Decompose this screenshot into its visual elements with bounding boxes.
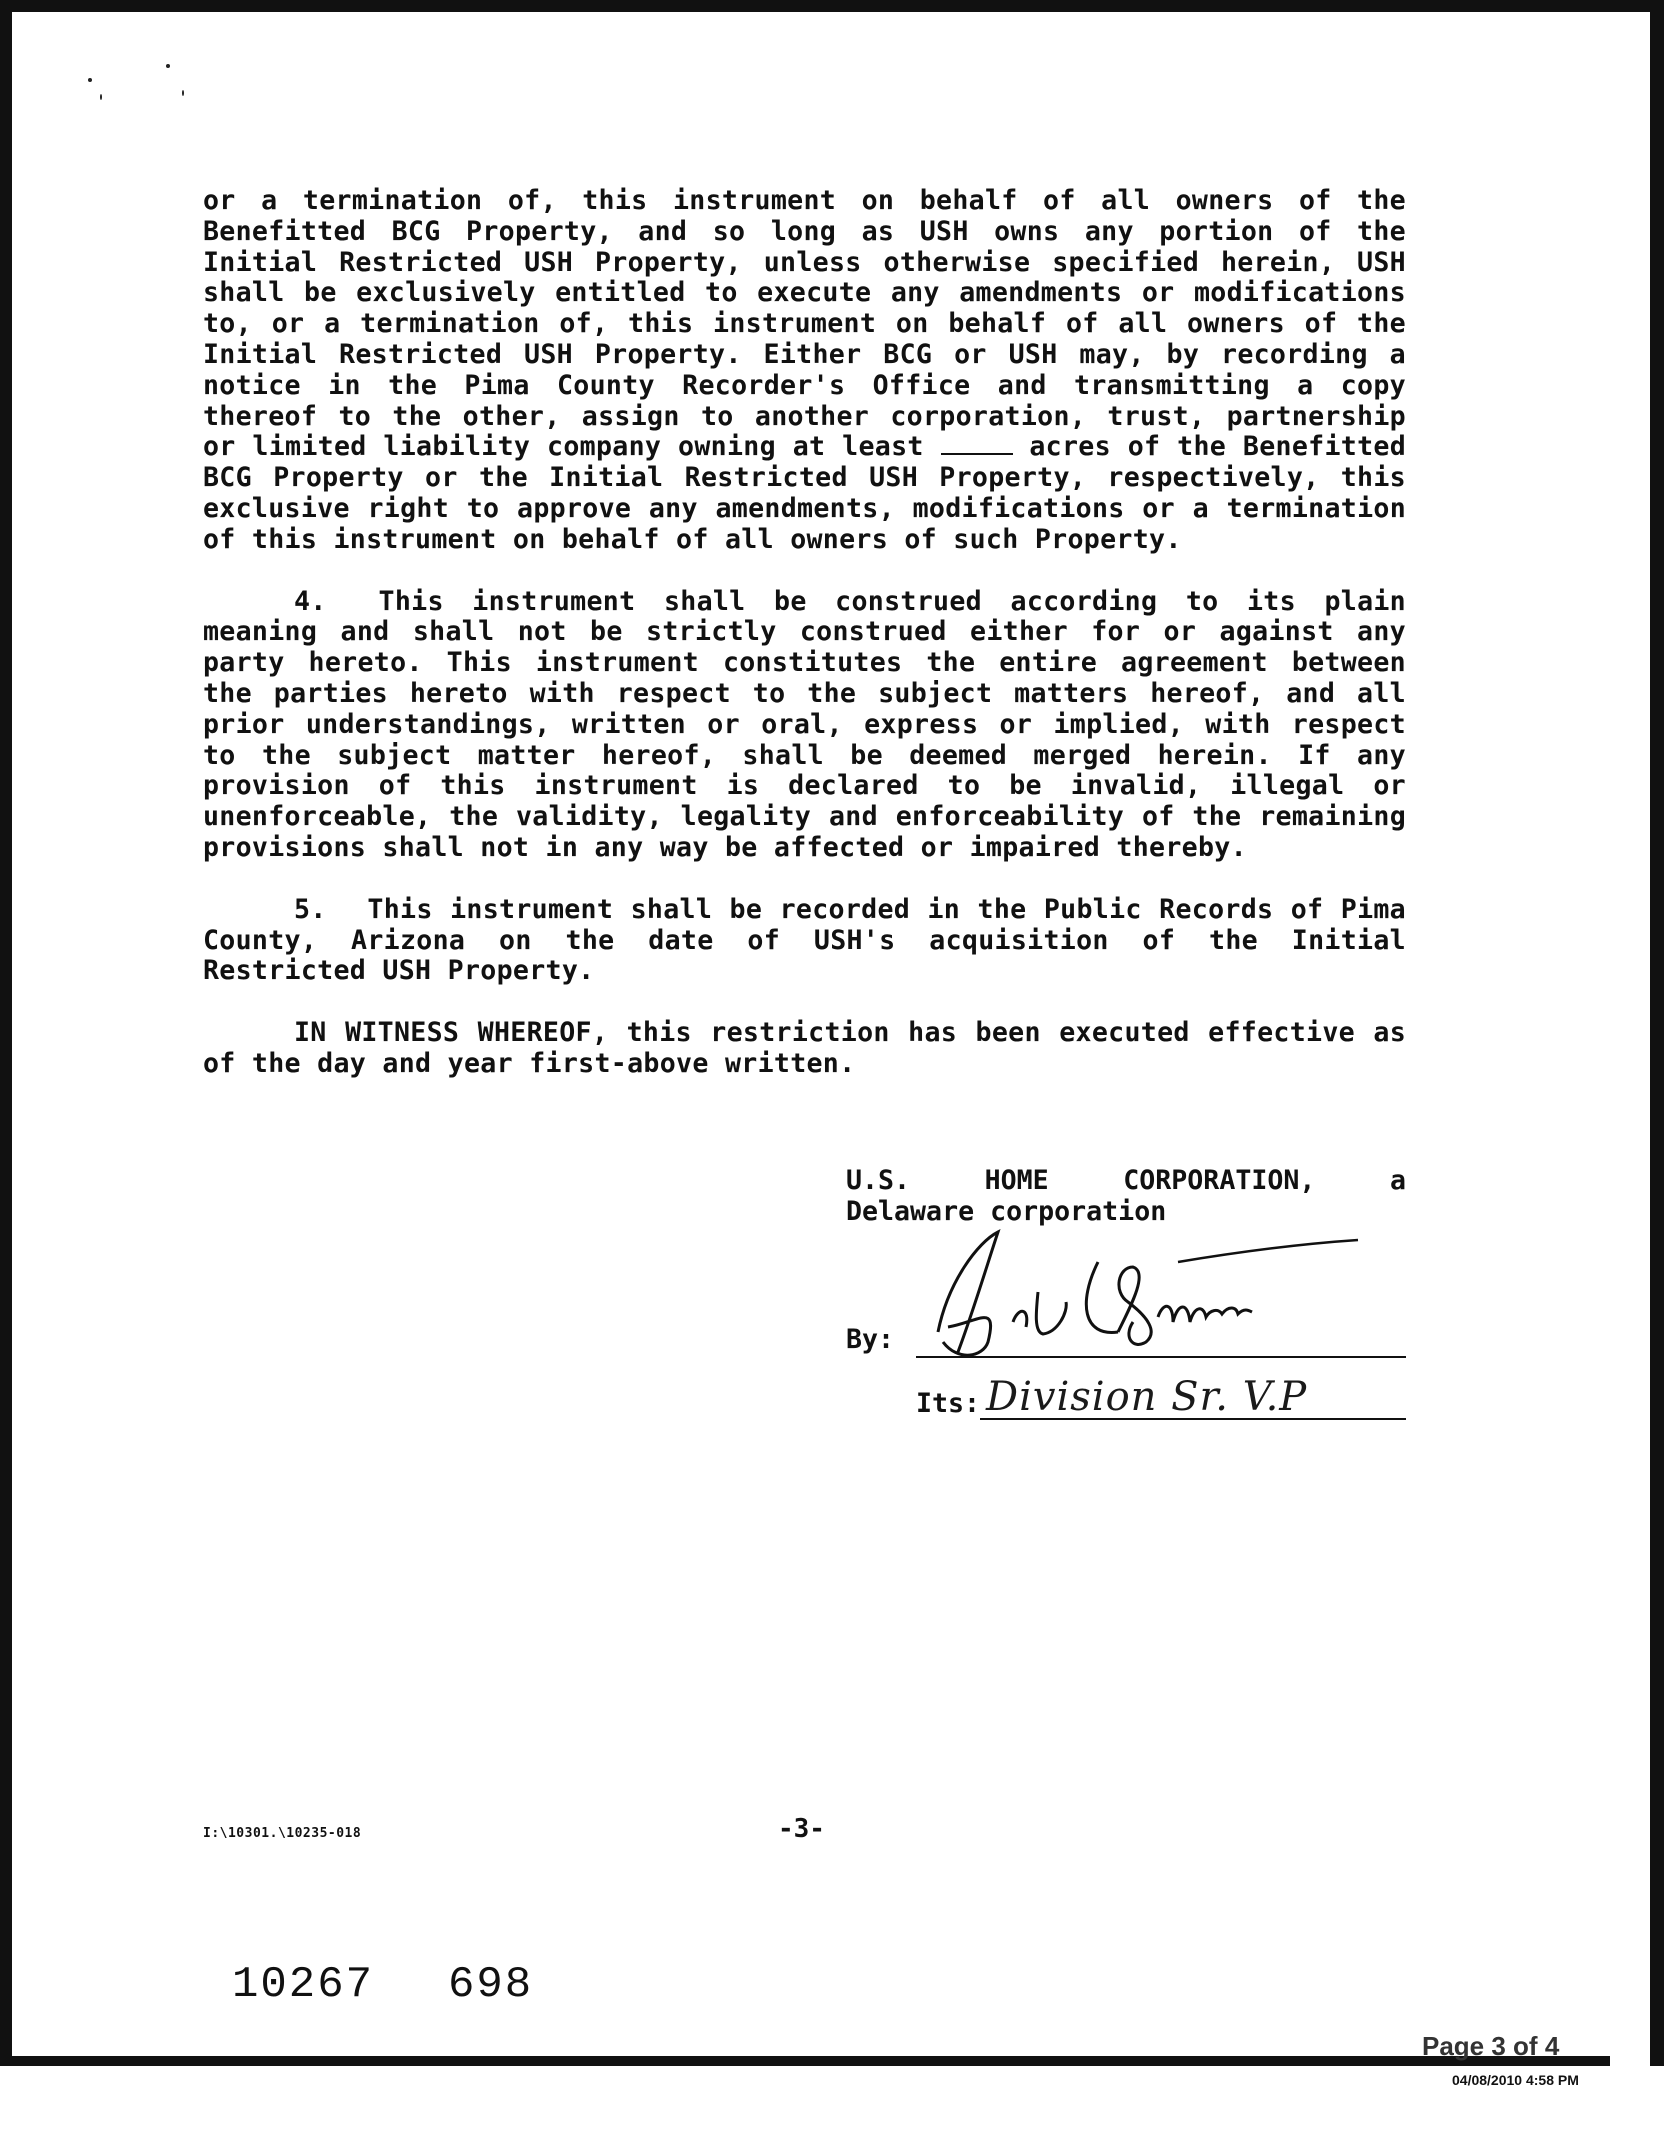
paragraph-4 <box>203 587 1406 864</box>
recording-book-number: 10267 <box>232 1960 375 2010</box>
handwritten-title: Division Sr. V.P <box>986 1374 1308 1420</box>
signature-line <box>916 1356 1406 1358</box>
recording-page-number: 698 <box>448 1960 534 2010</box>
company-word: U.S. <box>846 1165 911 1196</box>
fax-page-of: Page 3 of 4 <box>1422 2031 1560 2061</box>
title-line <box>980 1418 1406 1420</box>
scan-frame-right <box>1650 0 1664 2066</box>
paragraph-text: this restriction has been executed effective as of the day and year first-above written. <box>203 1017 1407 1079</box>
file-code: I:\10301.\10235-018 <box>203 1826 362 1841</box>
signature-by-row <box>846 1316 1406 1366</box>
scan-speck <box>182 90 184 96</box>
document-body <box>203 186 1406 1111</box>
paragraph-text: This instrument shall be recorded in the Public Records of Pima County, Arizona on the date of USH's acquisition of the Initial Restricted USH Property. <box>203 893 1406 987</box>
witness-clause <box>203 1018 1406 1080</box>
company-word: a <box>1389 1165 1406 1196</box>
paragraph-text: acres of the Benefitted BCG Property or the Initial Restricted USH Property, respectively, this exclusive right to approve any amendments, modifications or a termination of this instrument on behalf of all owners of such Property. <box>203 431 1407 555</box>
paragraph-text: or a termination of, this instrument on behalf of all owners of the Benefitted BCG Property, and so long as USH owns any portion of the Initial Restricted USH Property, unless otherwise specified herein, USH shall be exclusively entitled to execute any amendments or modifications to, or a termination of, this instrument on behalf of all owners of the Initial Restricted USH Property. Either BCG or USH may, by recording a notice in the Pima County Recorder's Office and transmitting a copy thereof to the other, assign to another corporation, trust, partnership or limited liability company owning at least <box>203 185 1406 463</box>
company-word: HOME <box>984 1165 1049 1196</box>
signature-its-row <box>916 1374 1406 1430</box>
its-label: Its: <box>916 1388 981 1419</box>
scan-speck <box>166 64 170 68</box>
paragraph-continued <box>203 186 1406 556</box>
scan-frame-top <box>0 0 1664 12</box>
paragraph-text: This instrument shall be construed according to its plain meaning and shall not be strictly construed either for or against any party hereto. This instrument constitutes the entire agreement between the parties hereto with respect to the subject matters hereof, and all prior understandings, written or oral, express or implied, with respect to the subject matter hereof, shall be deemed merged herein. If any provision of this instrument is declared to be invalid, illegal or unenforceable, the validity, legality and enforceability of the remaining provisions shall not in any way be affected or impaired thereby. <box>203 585 1406 863</box>
paragraph-5 <box>203 895 1406 987</box>
paragraph-number: 5. <box>294 893 327 925</box>
by-label: By: <box>846 1324 895 1355</box>
scan-frame-left <box>0 0 12 2066</box>
scan-frame-bottom <box>0 2056 1610 2066</box>
scan-speck <box>100 94 102 100</box>
fax-timestamp: 04/08/2010 4:58 PM <box>1452 2072 1579 2088</box>
witness-lead: IN WITNESS WHEREOF, <box>294 1017 609 1049</box>
page-number: -3- <box>778 1814 825 1844</box>
company-state: Delaware corporation <box>846 1195 1167 1227</box>
company-word: CORPORATION, <box>1123 1165 1316 1196</box>
blank-acres-field <box>941 453 1013 455</box>
signature-company <box>846 1166 1406 1228</box>
paragraph-number: 4. <box>294 585 327 617</box>
scan-speck <box>88 78 92 82</box>
